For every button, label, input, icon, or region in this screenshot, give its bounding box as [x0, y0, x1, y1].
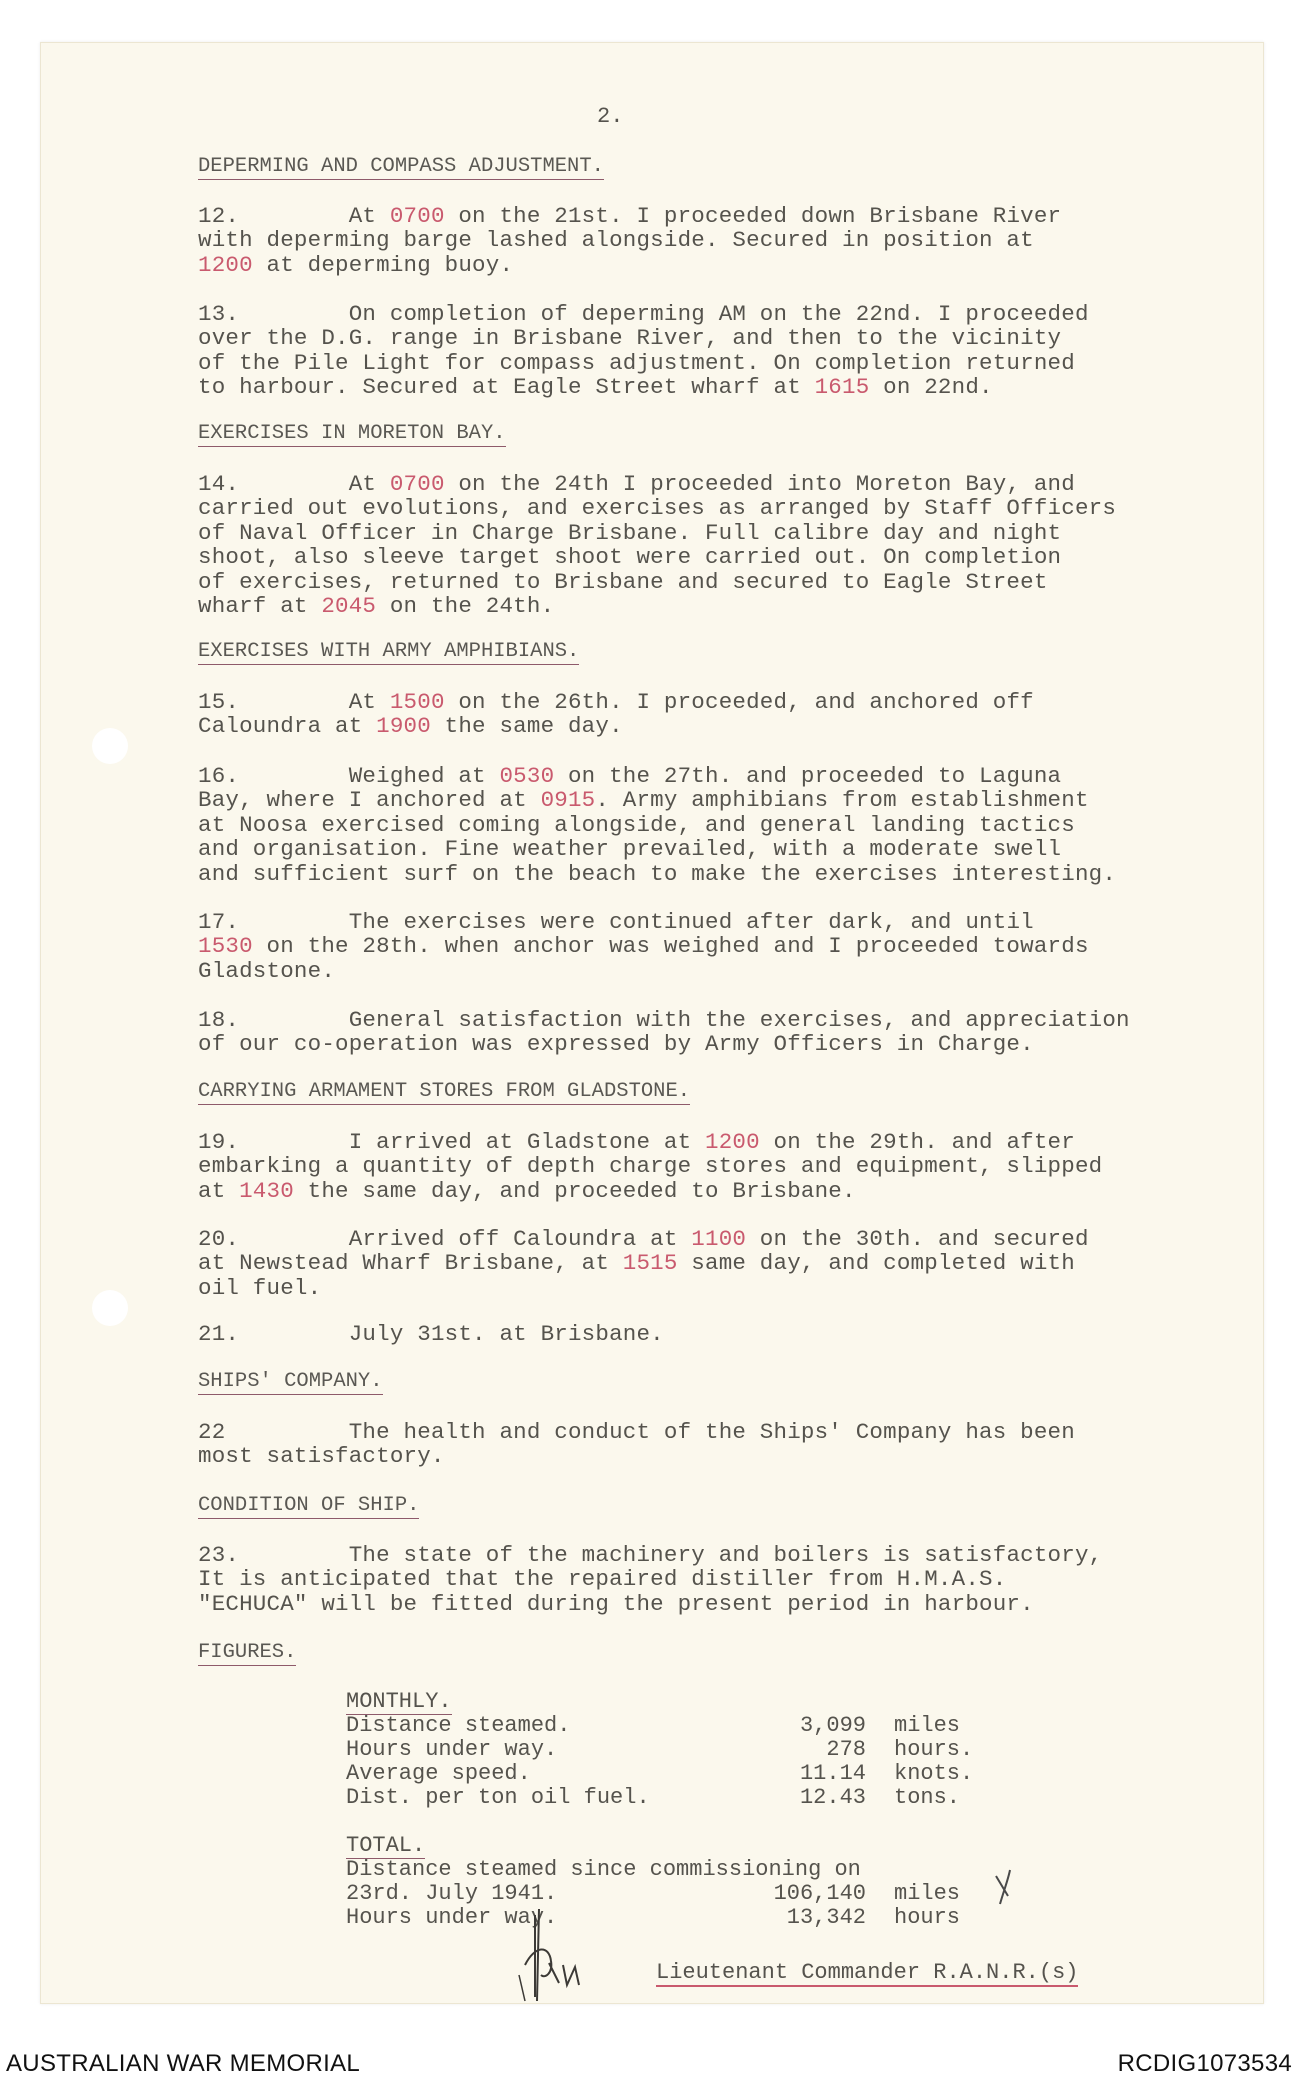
page-number: 2. [597, 104, 624, 129]
total-hours-value: 13,342 [786, 1905, 866, 1930]
total-line-2: 23rd. July 1941. [346, 1881, 558, 1906]
paragraph-19: 19. I arrived at Gladstone at 1200 on the 29th. and after embarking a quantity of depth charge stores and equipment, slipped at 1430 the same day, and proceeded to Brisbane. [198, 1129, 1103, 1204]
section-heading: FIGURES. [198, 1641, 297, 1664]
punch-hole [92, 728, 128, 764]
monthly-row-unit: tons. [894, 1785, 961, 1810]
handwritten-signature-icon [505, 1905, 595, 2005]
paragraph-15: 15. At 1500 on the 26th. I proceeded, and anchored off Caloundra at 1900 the same day. [198, 689, 1034, 740]
signature-title: Lieutenant Commander R.A.N.R.(s) [656, 1960, 1079, 1985]
paragraph-20: 20. Arrived off Caloundra at 1100 on the 30th. and secured at Newstead Wharf Brisbane, at 1515 same day, and completed with oil fuel. [198, 1226, 1089, 1301]
monthly-row-unit: knots. [894, 1761, 974, 1786]
paragraph-22: 22 The health and conduct of the Ships' Company has been most satisfactory. [198, 1419, 1075, 1470]
monthly-row-label: Distance steamed. [346, 1713, 571, 1738]
section-heading: CONDITION OF SHIP. [198, 1494, 420, 1517]
monthly-row-unit: miles [894, 1713, 961, 1738]
footer-record-id: RCDIG1073534 [1117, 2050, 1292, 2077]
monthly-heading: MONTHLY. [346, 1689, 452, 1714]
monthly-row-value: 278 [826, 1737, 866, 1762]
monthly-row-unit: hours. [894, 1737, 974, 1762]
footer-archive-name: AUSTRALIAN WAR MEMORIAL [6, 2050, 361, 2077]
paragraph-17: 17. The exercises were continued after dark, and until 1530 on the 28th. when anchor was weighed and I proceeded towards Gladstone. [198, 909, 1089, 984]
total-hours-unit: hours [894, 1905, 961, 1930]
total-heading: TOTAL. [346, 1833, 426, 1858]
paragraph-18: 18. General satisfaction with the exercises, and appreciation of our co-operation was expressed by Army Officers in Charge. [198, 1007, 1130, 1058]
section-heading: CARRYING ARMAMENT STORES FROM GLADSTONE. [198, 1080, 691, 1103]
monthly-row-value: 3,099 [799, 1713, 866, 1738]
total-distance-unit: miles [894, 1881, 961, 1906]
total-hours-label: Hours under way. [346, 1905, 558, 1930]
section-heading: EXERCISES IN MORETON BAY. [198, 422, 506, 445]
total-distance-value: 106,140 [773, 1881, 866, 1906]
monthly-row-value: 11.14 [799, 1761, 866, 1786]
paragraph-23: 23. The state of the machinery and boilers is satisfactory, It is anticipated that the repaired distiller from H.M.A.S. "ECHUCA" will be fitted during the present period in harbour. [198, 1542, 1103, 1617]
section-heading: SHIPS' COMPANY. [198, 1370, 383, 1393]
section-heading: DEPERMING AND COMPASS ADJUSTMENT. [198, 155, 604, 178]
paragraph-16: 16. Weighed at 0530 on the 27th. and proceeded to Laguna Bay, where I anchored at 0915. Army amphibians from establishment at Noosa exercised coming alongside, and general landing tactics and organisation. Fine weather prevailed, with a moderate swell and sufficient surf on the beach to make the exercises interesting. [198, 763, 1117, 887]
paragraph-13: 13. On completion of deperming AM on the 22nd. I proceeded over the D.G. range in Brisbane River, and then to the vicinity of the Pile Light for compass adjustment. On completion returned to harbour. Secured at Eagle Street wharf at 1615 on 22nd. [198, 301, 1089, 401]
monthly-row-label: Dist. per ton oil fuel. [346, 1785, 650, 1810]
paragraph-14: 14. At 0700 on the 24th I proceeded into Moreton Bay, and carried out evolutions, and exercises as arranged by Staff Officers of Naval Officer in Charge Brisbane. Full calibre day and night shoot, also sleeve target shoot were carried out. On completion of exercises, returned to Brisbane and secured to Eagle Street wharf at 2045 on the 24th. [198, 471, 1117, 620]
monthly-row-value: 12.43 [799, 1785, 866, 1810]
punch-hole [92, 1290, 128, 1326]
paragraph-12: 12. At 0700 on the 21st. I proceeded down Brisbane River with deperming barge lashed alongside. Secured in position at 1200 at deperming buoy. [198, 203, 1062, 278]
monthly-row-label: Hours under way. [346, 1737, 558, 1762]
check-mark-icon [990, 1866, 1034, 1910]
section-heading: EXERCISES WITH ARMY AMPHIBIANS. [198, 640, 580, 663]
total-line-1: Distance steamed since commissioning on [346, 1857, 861, 1882]
paragraph-21: 21. July 31st. at Brisbane. [198, 1321, 664, 1347]
monthly-row-label: Average speed. [346, 1761, 531, 1786]
